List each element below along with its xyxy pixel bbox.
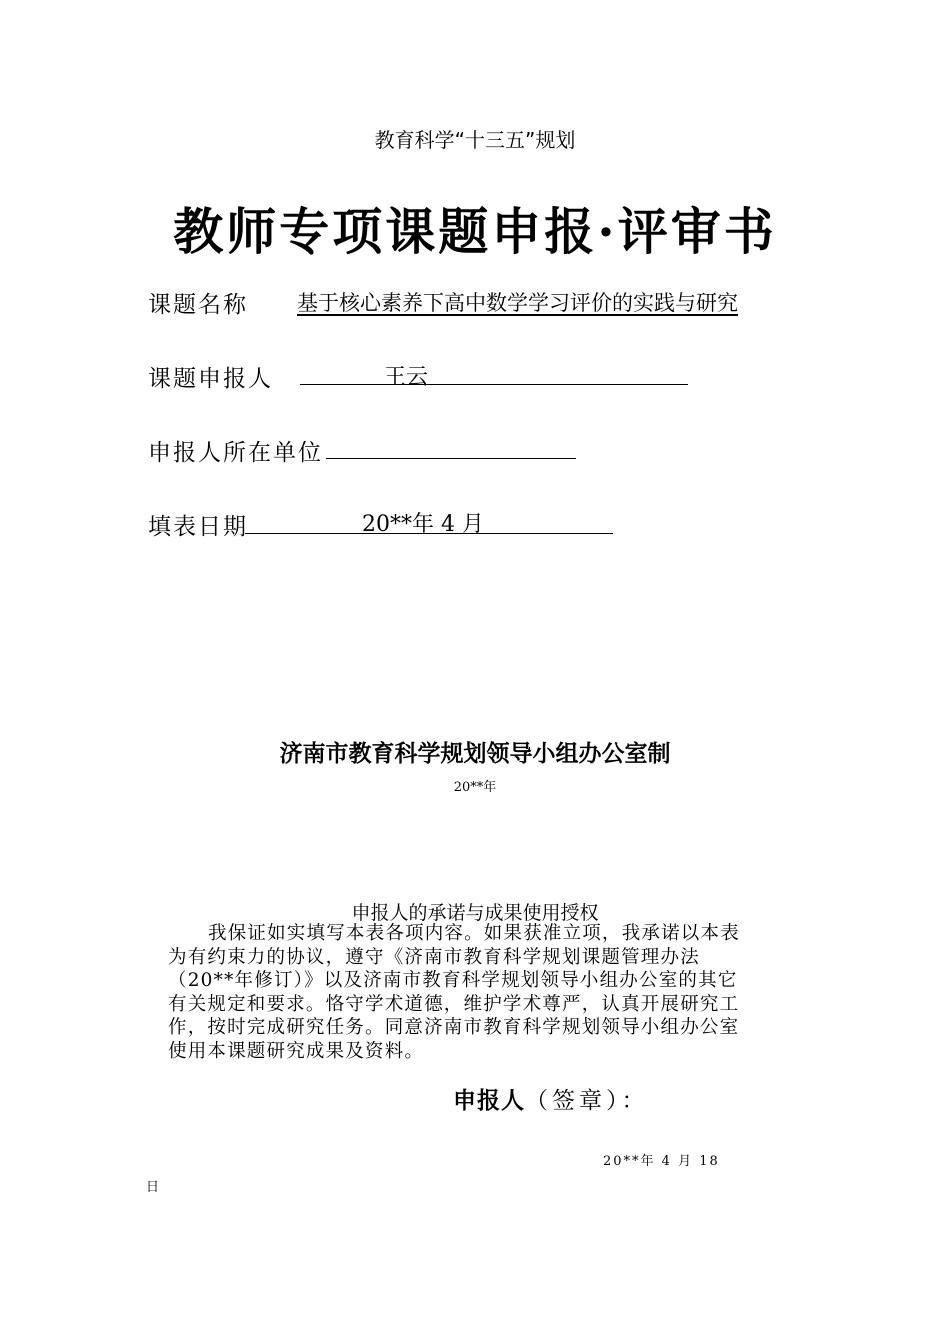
commitment-line: 作，按时完成研究任务。同意济南市教育科学规划领导小组办公室	[168, 1017, 740, 1039]
project-name-label: 课题名称	[148, 292, 248, 318]
commitment-title: 申报人的承诺与成果使用授权	[351, 902, 599, 924]
signature-date: 20**年 4 月 18	[603, 1154, 720, 1169]
signature-label-text: 申报人	[453, 1087, 525, 1114]
project-name-value: 基于核心素养下高中数学学习评价的实践与研究	[297, 291, 738, 315]
commitment-line: 使用本课题研究成果及资料。	[168, 1040, 425, 1062]
applicant-underline	[300, 360, 688, 385]
commitment-line: 有关规定和要求。恪守学术道德，维护学术尊严，认真开展研究工	[168, 993, 740, 1015]
applicant-value: 王云	[384, 365, 429, 390]
commitment-body	[168, 922, 788, 1064]
applicant-label: 课题申报人	[148, 366, 273, 392]
unit-underline	[326, 432, 576, 459]
date-label: 填表日期	[148, 514, 248, 540]
issuing-office: 济南市教育科学规划领导小组办公室制	[279, 740, 671, 767]
commitment-line: （20**年修订）》以及济南市教育科学规划领导小组办公室的其它	[168, 970, 738, 992]
date-value: 20**年 4 月	[362, 512, 484, 537]
signature-label	[453, 1082, 649, 1115]
plan-title: 教育科学“十三五”规划	[374, 128, 576, 152]
commitment-line: 我保证如实填写本表各项内容。如果获准立项，我承诺以本表	[208, 923, 740, 944]
signature-day: 日	[146, 1180, 160, 1195]
document-title: 教师专项课题申报·评审书	[173, 202, 777, 261]
issuing-year: 20**年	[453, 780, 497, 795]
unit-label: 申报人所在单位	[148, 440, 323, 466]
commitment-line: 为有约束力的协议，遵守《济南市教育科学规划课题管理办法	[168, 946, 700, 968]
signature-paren: （签章）：	[525, 1088, 649, 1114]
